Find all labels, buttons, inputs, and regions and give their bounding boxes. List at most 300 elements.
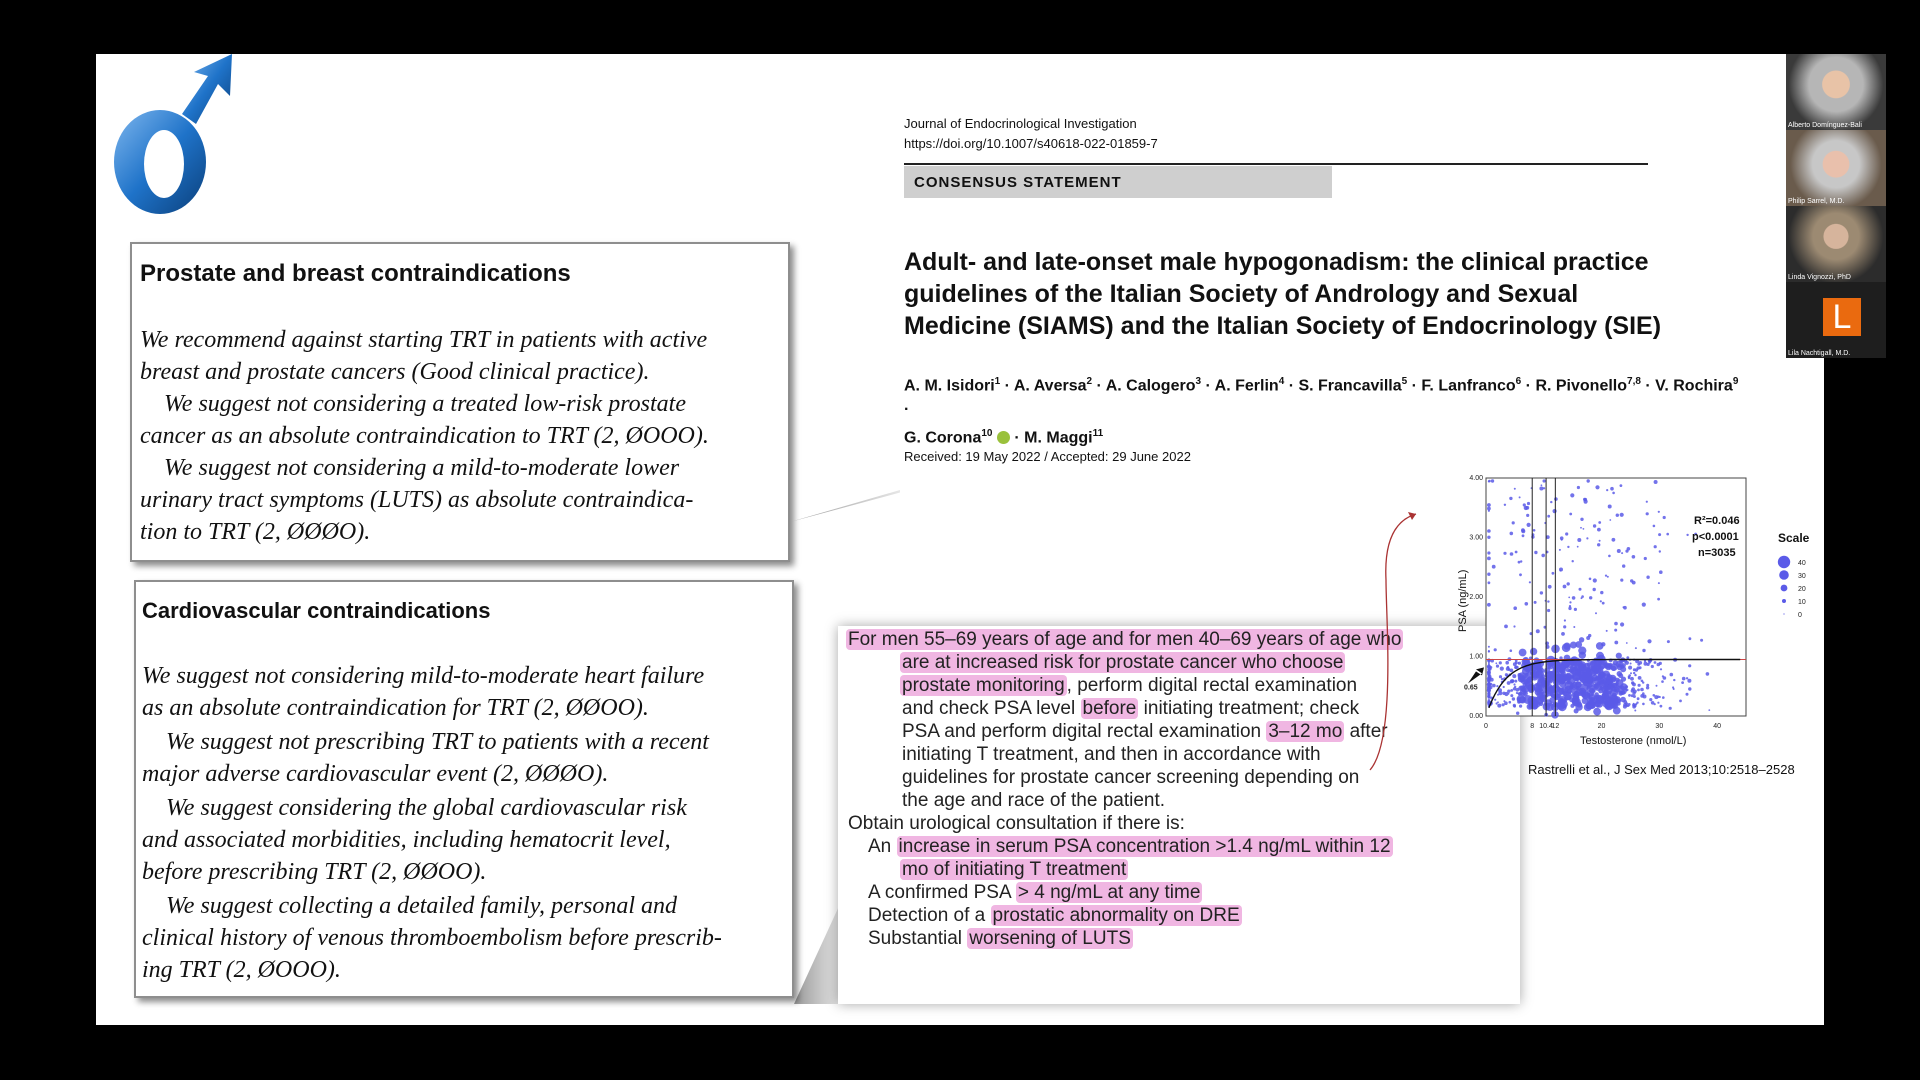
data-point	[1513, 683, 1515, 685]
data-point	[1598, 672, 1604, 678]
data-point	[1512, 521, 1515, 524]
data-point	[1593, 524, 1596, 527]
y-tick-label: 1.00	[1469, 653, 1483, 661]
data-point	[1659, 570, 1663, 574]
highlight: increase in serum PSA concentration >1.4 ng/mL within 12	[898, 836, 1391, 857]
data-point	[1620, 622, 1624, 626]
data-point	[1669, 707, 1672, 710]
participant-name: Linda Vignozzi, PhD	[1788, 274, 1851, 281]
data-point	[1673, 688, 1675, 690]
data-point	[1597, 528, 1601, 532]
participant-avatar	[1786, 206, 1886, 282]
stat-r2: R²=0.046	[1694, 515, 1740, 527]
data-point	[1539, 487, 1543, 491]
data-point	[1569, 513, 1572, 516]
highlight: For men 55–69 years of age and for men 40–69 years of age who	[848, 629, 1402, 650]
data-point	[1659, 550, 1661, 552]
highlight: before	[1082, 698, 1137, 719]
box-line: urinary tract symptoms (LUTS) as absolute contraindica-	[140, 487, 694, 513]
data-point	[1658, 533, 1661, 536]
data-point	[1657, 696, 1660, 699]
data-point	[1583, 528, 1585, 530]
data-point	[1618, 673, 1623, 678]
shadow-wedge	[790, 490, 900, 522]
data-point	[1612, 492, 1615, 495]
excerpt-line	[900, 858, 1128, 881]
excerpt-text: and check PSA level	[902, 698, 1081, 719]
data-point	[1597, 543, 1600, 546]
author-affiliation: 5	[1401, 376, 1408, 387]
data-point	[1499, 661, 1502, 664]
data-point	[1530, 648, 1537, 655]
data-point	[1649, 698, 1652, 701]
data-point	[1595, 485, 1599, 489]
box-line: We suggest not considering a treated low-risk prostate	[140, 391, 686, 417]
header-rule	[904, 163, 1648, 165]
data-point	[1628, 666, 1632, 670]
data-point	[1500, 667, 1504, 671]
data-point	[1643, 695, 1647, 699]
data-point	[1576, 686, 1579, 689]
data-point	[1497, 694, 1499, 696]
stat-n: n=3035	[1698, 547, 1736, 559]
data-point	[1514, 488, 1516, 490]
excerpt-line	[902, 720, 1388, 743]
data-point	[1495, 662, 1497, 664]
data-point	[1651, 665, 1654, 668]
data-point	[1565, 532, 1568, 535]
data-point	[1514, 686, 1516, 688]
data-point	[1600, 600, 1602, 602]
data-point	[1492, 684, 1496, 688]
data-point	[1487, 665, 1491, 669]
data-point	[1596, 695, 1602, 701]
legend-dot	[1781, 585, 1788, 592]
data-point	[1496, 685, 1498, 687]
data-point	[1487, 551, 1490, 554]
y-axis-label: PSA (ng/mL)	[1457, 569, 1469, 632]
x-tick-label: 30	[1655, 723, 1664, 730]
author: F. Lanfranco	[1421, 377, 1516, 395]
data-point	[1631, 689, 1634, 692]
author: R. Pivonello	[1535, 377, 1628, 395]
data-point	[1505, 661, 1509, 665]
data-point	[1642, 692, 1645, 695]
data-point	[1541, 554, 1545, 558]
data-point	[1565, 674, 1571, 680]
data-point	[1519, 705, 1522, 708]
data-point	[1540, 676, 1544, 680]
data-point	[1616, 653, 1622, 659]
data-point	[1654, 661, 1657, 664]
data-point	[1565, 664, 1569, 668]
data-point	[1501, 678, 1503, 680]
legend-dot	[1783, 613, 1784, 614]
data-point	[1513, 606, 1517, 610]
data-point	[1633, 704, 1636, 707]
data-point	[1548, 664, 1553, 669]
data-point	[1548, 585, 1552, 589]
data-point	[1662, 696, 1665, 699]
data-point	[1568, 607, 1571, 610]
data-point	[1504, 504, 1506, 506]
data-point	[1510, 689, 1513, 692]
data-point	[1537, 669, 1543, 675]
excerpt-line	[900, 674, 1357, 697]
data-point	[1633, 672, 1635, 674]
data-point	[1642, 649, 1645, 652]
data-point	[1638, 676, 1642, 680]
data-point	[1637, 689, 1640, 692]
box-line: We suggest not prescribing TRT to patients with a recent	[142, 729, 709, 755]
excerpt-text: after	[1344, 721, 1388, 742]
data-point	[1520, 689, 1527, 696]
received-accepted-dates: Received: 19 May 2022 / Accepted: 29 June 2022	[904, 449, 1191, 464]
data-point	[1521, 528, 1525, 532]
participant-video[interactable]	[1786, 206, 1886, 282]
data-point	[1534, 601, 1537, 604]
data-point	[1534, 551, 1537, 554]
data-point	[1553, 509, 1557, 513]
data-point	[1547, 600, 1549, 602]
data-point	[1681, 681, 1684, 684]
data-point	[1602, 602, 1605, 605]
data-point	[1598, 521, 1601, 524]
data-point	[1654, 703, 1656, 705]
data-point	[1638, 684, 1641, 687]
data-point	[1550, 501, 1552, 503]
data-point	[1614, 629, 1617, 632]
data-point	[1516, 712, 1519, 715]
data-point	[1496, 665, 1499, 668]
data-point	[1589, 596, 1592, 599]
box-line: ing TRT (2, ØOOO).	[142, 957, 341, 983]
excerpt-text: Substantial	[868, 928, 968, 949]
data-point	[1630, 677, 1634, 681]
data-point	[1487, 529, 1491, 533]
highlight: prostate monitoring	[902, 675, 1065, 696]
data-point	[1560, 536, 1564, 540]
data-point	[1660, 705, 1663, 708]
x-axis-label: Testosterone (nmol/L)	[1580, 735, 1687, 747]
legend-dot	[1779, 570, 1789, 580]
box-line: and associated morbidities, including hematocrit level,	[142, 827, 671, 853]
data-point	[1608, 505, 1612, 509]
legend-label: 40	[1798, 560, 1806, 567]
data-point	[1563, 625, 1566, 628]
data-point	[1593, 578, 1597, 582]
data-point	[1504, 625, 1508, 629]
data-point	[1581, 595, 1584, 598]
author-affiliation: 11	[1092, 428, 1104, 440]
legend-label: 30	[1798, 573, 1806, 580]
data-point	[1577, 538, 1581, 542]
excerpt-line	[868, 927, 1133, 950]
data-point	[1637, 697, 1640, 700]
data-point	[1601, 642, 1605, 646]
data-point	[1657, 702, 1659, 704]
data-point	[1608, 665, 1612, 669]
prostate-breast-box	[130, 242, 790, 562]
data-point	[1686, 677, 1688, 679]
data-point	[1673, 679, 1675, 681]
author: S. Francavilla	[1298, 377, 1402, 395]
data-point	[1647, 663, 1650, 666]
data-point	[1559, 549, 1561, 551]
author: A. M. Isidori	[904, 377, 995, 395]
data-point	[1653, 525, 1656, 528]
author: A. Aversa	[1013, 377, 1087, 395]
box-line: We suggest not considering mild-to-moderate heart failure	[142, 663, 705, 689]
data-point	[1623, 700, 1627, 704]
data-point	[1547, 515, 1550, 518]
box-title: Prostate and breast contraindications	[140, 260, 571, 287]
data-point	[1620, 513, 1624, 517]
participant-initial-avatar: L	[1823, 298, 1861, 336]
legend-label: 0	[1798, 612, 1802, 619]
data-point	[1581, 691, 1589, 699]
data-point	[1663, 516, 1666, 519]
data-point	[1634, 710, 1636, 712]
reference-value-label: 0.65	[1464, 684, 1478, 692]
excerpt-line	[846, 628, 1403, 651]
data-point	[1628, 676, 1630, 678]
author-list: A. M. Isidori$^1$ · A. Aversa$^2$ · A. Calogero$^3$ · A. Ferlin$^4$ · S. Francavilla$^5$ · F. Lanfranco$^6$ · R. Pivonello$^{7,8}$ · V. Rochira$^9$ · G. Corona$^{10}$ · M. Maggi$^{11}$	[904, 376, 1739, 447]
paper-title: Adult- and late-onset male hypogonadism: the clinical practice guidelines of the Italian Society of Andrology and Sexual Medicine (SIAMS) and the Italian Society of Endocrinology (SIE)	[904, 248, 1662, 340]
box-line: major adverse cardiovascular event (2, ØØØO).	[142, 761, 609, 787]
data-point	[1614, 641, 1618, 645]
data-point	[1510, 532, 1514, 536]
data-point	[1577, 546, 1579, 548]
data-point	[1519, 649, 1527, 657]
excerpt-text: A confirmed PSA	[868, 882, 1016, 903]
data-point	[1512, 697, 1515, 700]
data-point	[1593, 708, 1601, 716]
excerpt-text: PSA and perform digital rectal examination	[902, 721, 1267, 742]
data-point	[1642, 603, 1646, 607]
data-point	[1660, 668, 1662, 670]
data-point	[1646, 512, 1649, 515]
data-point	[1487, 688, 1491, 692]
highlight: 3–12 mo	[1268, 721, 1343, 742]
data-point	[1497, 704, 1501, 708]
author: V. Rochira	[1655, 377, 1733, 395]
data-point	[1686, 534, 1688, 536]
chart-citation: Rastrelli et al., J Sex Med 2013;10:2518–2528	[1528, 762, 1795, 777]
data-point	[1609, 700, 1618, 709]
data-point	[1560, 699, 1564, 703]
highlight: worsening of LUTS	[969, 928, 1131, 949]
participant-avatar	[1786, 54, 1886, 130]
box-line: breast and prostate cancers (Good clinical practice).	[140, 359, 650, 385]
data-point	[1600, 591, 1603, 594]
legend-dot	[1782, 599, 1786, 603]
data-point	[1573, 626, 1575, 628]
data-point	[1569, 601, 1571, 603]
data-point	[1642, 681, 1644, 683]
author: A. Calogero	[1105, 377, 1196, 395]
threshold-arrow-icon	[1468, 667, 1484, 683]
journal-name: Journal of Endocrinological Investigation	[904, 116, 1137, 131]
data-point	[1503, 552, 1506, 555]
excerpt-line	[900, 651, 1345, 674]
data-point	[1541, 484, 1543, 486]
data-point	[1599, 682, 1606, 689]
data-point	[1525, 679, 1530, 684]
participant-video[interactable]	[1786, 130, 1886, 206]
data-point	[1487, 503, 1491, 507]
data-point	[1621, 663, 1626, 668]
data-point	[1506, 667, 1510, 671]
data-point	[1632, 683, 1636, 687]
box-line: tion to TRT (2, ØØØO).	[140, 519, 371, 545]
data-point	[1642, 703, 1645, 706]
data-point	[1587, 662, 1591, 666]
data-point	[1570, 493, 1574, 497]
data-point	[1503, 686, 1505, 688]
data-point	[1549, 697, 1555, 703]
data-point	[1520, 560, 1522, 562]
box-line: cancer as an absolute contraindication to TRT (2, ØOOO).	[140, 423, 709, 449]
data-point	[1487, 507, 1491, 511]
author-affiliation: 6	[1515, 376, 1522, 387]
data-point	[1517, 697, 1521, 701]
data-point	[1560, 570, 1562, 572]
data-point	[1700, 639, 1703, 642]
data-point	[1556, 664, 1560, 668]
data-point	[1488, 480, 1491, 483]
psa-testosterone-scatter	[1402, 462, 1818, 792]
data-point	[1513, 625, 1515, 627]
data-point	[1626, 656, 1629, 659]
data-point	[1509, 497, 1512, 500]
x-tick-label: 20	[1597, 723, 1606, 730]
data-point	[1580, 518, 1583, 521]
excerpt-text: , perform digital rectal examination	[1066, 675, 1358, 696]
author: A. Ferlin	[1214, 377, 1279, 395]
box-line: We recommend against starting TRT in patients with active	[140, 327, 708, 353]
data-point	[1706, 672, 1710, 676]
y-tick-label: 4.00	[1469, 475, 1483, 482]
data-point	[1511, 679, 1515, 683]
highlight: are at increased risk for prostate cancer who choose	[902, 652, 1344, 673]
data-point	[1640, 688, 1644, 692]
data-point	[1658, 511, 1660, 513]
data-point	[1688, 687, 1691, 690]
data-point	[1549, 685, 1554, 690]
data-point	[1510, 669, 1514, 673]
data-point	[1670, 673, 1674, 677]
data-point	[1656, 685, 1658, 687]
excerpt-text: initiating treatment; check	[1138, 698, 1360, 719]
excerpt-text: An	[868, 836, 897, 857]
consensus-label: CONSENSUS STATEMENT	[914, 174, 1122, 191]
y-tick-label: 0.00	[1469, 713, 1483, 720]
data-point	[1666, 533, 1669, 536]
author-affiliation: 10	[981, 428, 993, 440]
data-point	[1554, 497, 1558, 501]
data-point	[1657, 598, 1660, 601]
data-point	[1516, 692, 1518, 694]
participant-video[interactable]	[1786, 54, 1886, 130]
excerpt-line	[868, 835, 1393, 858]
data-point	[1623, 705, 1627, 709]
data-point	[1628, 694, 1631, 697]
data-point	[1580, 527, 1582, 529]
author: M. Maggi	[1024, 429, 1093, 447]
data-point	[1492, 565, 1496, 569]
data-point	[1609, 519, 1611, 521]
data-point	[1526, 514, 1529, 517]
highlight: mo of initiating T treatment	[902, 859, 1127, 880]
data-point	[1586, 636, 1590, 640]
data-point	[1611, 677, 1616, 682]
legend-title: Scale	[1778, 531, 1810, 545]
data-point	[1612, 538, 1616, 542]
data-point	[1487, 536, 1490, 539]
data-point	[1577, 486, 1580, 489]
data-point	[1647, 639, 1651, 643]
data-point	[1614, 622, 1618, 626]
data-point	[1657, 663, 1661, 667]
data-point	[1547, 609, 1550, 612]
participant-video[interactable]	[1786, 282, 1886, 358]
orcid-icon[interactable]	[997, 431, 1010, 444]
data-point	[1527, 502, 1530, 505]
data-point	[1637, 663, 1640, 666]
data-point	[1610, 487, 1614, 491]
data-point	[1654, 480, 1658, 484]
data-point	[1687, 679, 1691, 683]
x-tick-label: 8	[1530, 723, 1535, 730]
data-point	[1518, 561, 1521, 564]
data-point	[1487, 573, 1490, 576]
data-point	[1579, 637, 1584, 642]
data-point	[1573, 672, 1581, 680]
data-point	[1708, 709, 1710, 711]
data-point	[1620, 484, 1623, 487]
data-point	[1544, 683, 1548, 687]
data-point	[1491, 479, 1494, 482]
x-tick-label: 0	[1484, 723, 1488, 730]
data-point	[1513, 705, 1516, 708]
y-tick-label: 2.00	[1469, 594, 1483, 601]
data-point	[1540, 591, 1543, 594]
data-point	[1514, 680, 1517, 683]
data-point	[1488, 680, 1491, 683]
data-point	[1519, 573, 1522, 576]
excerpt-text: Detection of a	[868, 905, 991, 926]
data-point	[1572, 560, 1574, 562]
data-point	[1579, 652, 1586, 659]
participant-name: Lila Nachtigall, M.D.	[1788, 350, 1851, 357]
data-point	[1619, 685, 1622, 688]
data-point	[1488, 581, 1491, 584]
data-point	[1632, 581, 1636, 585]
box-line: before prescribing TRT (2, ØØOO).	[142, 859, 487, 885]
data-point	[1538, 684, 1541, 687]
data-point	[1625, 550, 1628, 553]
data-point	[1630, 663, 1632, 665]
data-point	[1488, 695, 1490, 697]
y-tick-label: 3.00	[1469, 534, 1483, 542]
highlight: prostatic abnormality on DRE	[992, 905, 1240, 926]
data-point	[1547, 679, 1551, 683]
data-point	[1593, 669, 1599, 675]
box-line: clinical history of venous thromboembolism before prescrib-	[142, 925, 722, 951]
x-tick-label: 40	[1713, 723, 1722, 730]
slide	[96, 54, 1862, 1025]
